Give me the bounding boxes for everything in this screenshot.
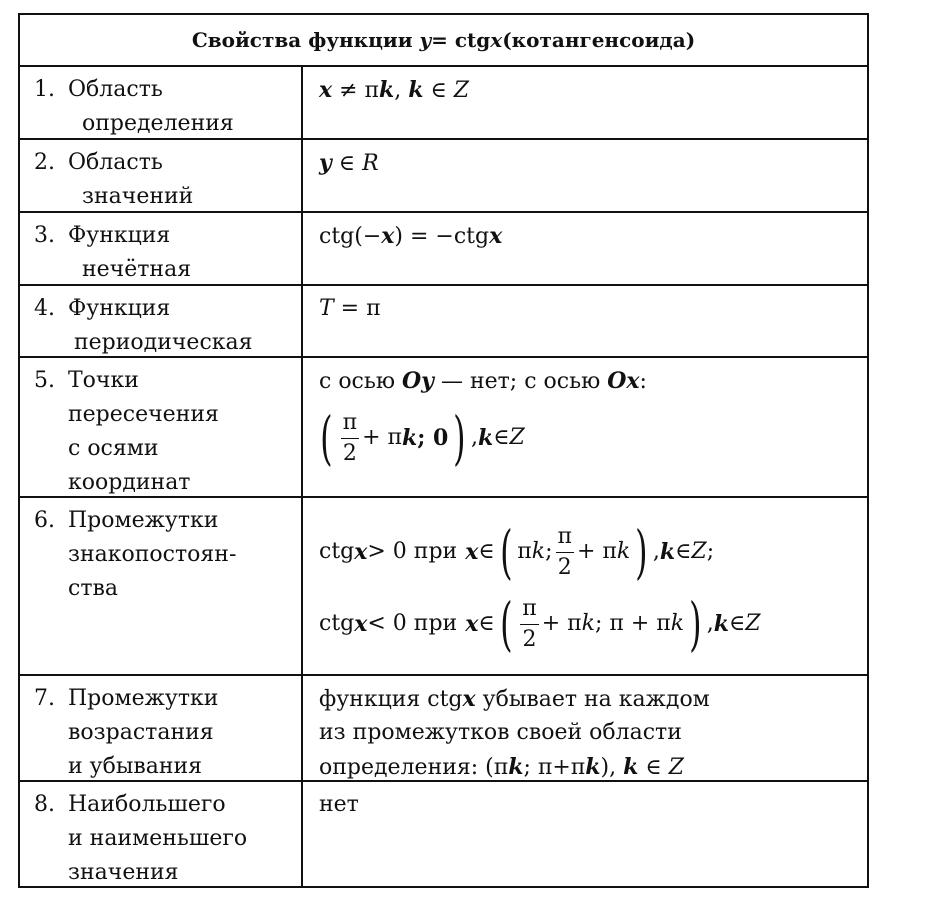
value-part: Oy bbox=[402, 368, 434, 394]
value-part: : bbox=[639, 369, 647, 394]
fraction: $\frac{\pi}{2}$ bbox=[557, 523, 572, 580]
row-1-value bbox=[303, 67, 867, 138]
properties-table bbox=[18, 13, 869, 888]
row-2-value bbox=[303, 140, 867, 211]
row-5-property bbox=[20, 358, 303, 496]
table-row-4 bbox=[20, 286, 867, 358]
property-line: координат bbox=[68, 470, 191, 495]
table-row-1 bbox=[20, 67, 867, 140]
row-5-value bbox=[303, 358, 867, 496]
property-line: определения bbox=[82, 111, 234, 136]
left-paren: ( bbox=[499, 590, 513, 658]
row-3-property bbox=[20, 213, 303, 284]
property-line: с осями bbox=[68, 436, 159, 461]
value-part: k bbox=[408, 77, 424, 103]
table-row-3 bbox=[20, 213, 867, 286]
value-part: Ox bbox=[607, 368, 640, 394]
header-suffix: (котангенсоида) bbox=[502, 28, 696, 52]
sign-positive-line: ctg x > 0 при x ∈ ( π k ; $\frac{\pi}{2}$ + π k ) , k ∈ Z ; bbox=[319, 518, 715, 586]
value-part: ctg(− bbox=[319, 224, 382, 249]
property-line: Точки bbox=[68, 368, 139, 393]
value-part: Z bbox=[453, 78, 470, 103]
value-part: R bbox=[362, 151, 379, 176]
fraction: $\frac{\pi}{2}$ bbox=[342, 409, 358, 466]
table-row-5 bbox=[20, 358, 867, 498]
row-8-property bbox=[20, 782, 303, 886]
table-row-2 bbox=[20, 140, 867, 213]
table-row-6 bbox=[20, 498, 867, 676]
row-6-property bbox=[20, 498, 303, 674]
value-part: ∈ bbox=[331, 151, 363, 176]
header-var-y: y bbox=[419, 28, 432, 52]
table-row-8 bbox=[20, 782, 867, 886]
property-line: пересечения bbox=[68, 402, 219, 427]
row-3-value bbox=[303, 213, 867, 284]
value-part: ∈ bbox=[423, 78, 454, 103]
header-title-prefix: Свойства функции bbox=[191, 28, 413, 52]
row-4-property bbox=[20, 286, 303, 356]
property-line: периодическая bbox=[74, 330, 253, 355]
header-var-x: x bbox=[490, 28, 503, 52]
value-part: ∈ bbox=[493, 425, 510, 450]
row-1-property bbox=[20, 67, 303, 138]
property-line: и наименьшего bbox=[68, 826, 248, 851]
value-part: нет bbox=[319, 792, 359, 817]
row-number: 8. bbox=[34, 792, 55, 817]
property-line: Промежутки bbox=[68, 686, 219, 711]
property-line: нечётная bbox=[82, 257, 192, 282]
value-part: , bbox=[394, 78, 409, 103]
table-header bbox=[20, 15, 867, 67]
value-part: k bbox=[402, 425, 418, 451]
row-number: 2. bbox=[34, 150, 55, 175]
row-7-property bbox=[20, 676, 303, 780]
table-row-7 bbox=[20, 676, 867, 782]
value-part: ) = −ctg bbox=[394, 224, 490, 249]
value-part: x bbox=[489, 223, 503, 249]
property-line: Наибольшего bbox=[68, 792, 226, 817]
row-8-value bbox=[303, 782, 867, 886]
right-paren: ) bbox=[635, 518, 648, 586]
row-7-value: функция ctgx убывает на каждом из промежутков своей области определения: (πk; π+πk), k ∈ Z bbox=[319, 686, 710, 780]
property-line: Функция bbox=[68, 296, 171, 321]
row-number: 1. bbox=[34, 77, 55, 102]
row-number: 5. bbox=[34, 368, 55, 393]
row-number: 3. bbox=[34, 223, 55, 248]
value-part: — нет; с осью bbox=[433, 369, 608, 394]
header-eq: = ctg bbox=[431, 28, 491, 52]
property-line: ства bbox=[68, 576, 118, 601]
row-number: 7. bbox=[34, 686, 55, 711]
left-paren: ( bbox=[499, 518, 513, 586]
value-part: Z bbox=[509, 425, 525, 450]
property-line: знакопостоян- bbox=[68, 542, 237, 567]
property-line: Область bbox=[68, 150, 163, 175]
value-part: T bbox=[319, 296, 334, 321]
value-part: x bbox=[319, 77, 333, 103]
value-part: , bbox=[470, 425, 478, 450]
value-part: = π bbox=[333, 296, 381, 321]
property-line: значений bbox=[82, 184, 194, 209]
left-paren: ( bbox=[320, 404, 333, 472]
right-paren: ) bbox=[689, 590, 702, 658]
value-part: ≠ π bbox=[332, 78, 380, 103]
property-line: и убывания bbox=[68, 754, 203, 779]
value-part: ; 0 bbox=[417, 425, 449, 451]
value-part: k bbox=[477, 425, 494, 451]
row-number: 4. bbox=[34, 296, 55, 321]
property-line: Промежутки bbox=[68, 508, 219, 533]
property-line: значения bbox=[68, 860, 179, 885]
fraction: $\frac{\pi}{2}$ bbox=[522, 595, 537, 652]
value-part: с осью bbox=[319, 369, 403, 394]
row-number: 6. bbox=[34, 508, 55, 533]
property-line: Функция bbox=[68, 223, 171, 248]
sign-negative-line: ctg x < 0 при x ∈ ( $\frac{\pi}{2}$ + π k ; π + π k ) , k ∈ Z bbox=[319, 590, 761, 658]
property-line: возрастания bbox=[68, 720, 214, 745]
property-line: Область bbox=[68, 77, 163, 102]
value-part: x bbox=[381, 223, 395, 249]
value-part: y bbox=[319, 150, 332, 176]
row-2-property bbox=[20, 140, 303, 211]
value-part: k bbox=[379, 77, 395, 103]
row-6-value bbox=[303, 498, 867, 674]
row-4-value bbox=[303, 286, 867, 356]
value-part: + π bbox=[362, 425, 402, 450]
right-paren: ) bbox=[453, 404, 466, 472]
